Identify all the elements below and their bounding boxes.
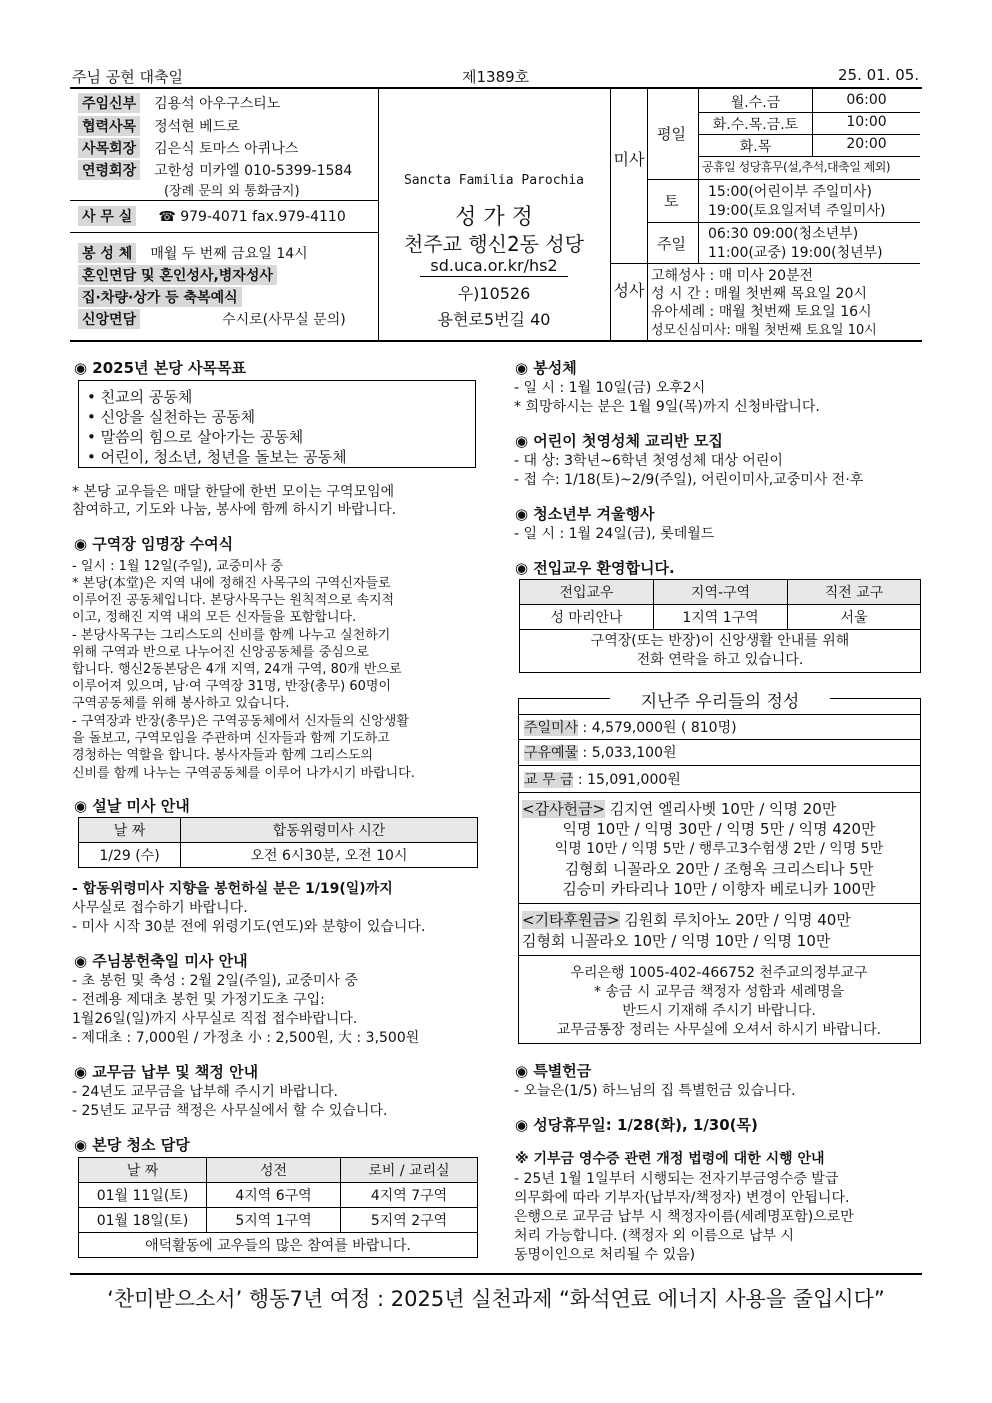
appointment-line: 위해 구역과 반으로 나누어진 신앙공동체를 중심으로: [72, 645, 369, 660]
parish-url[interactable]: sd.uca.or.kr/hs2: [430, 256, 558, 275]
mass-title: 미사: [613, 150, 645, 169]
parish-full-name: 천주교 행신2동 성당: [404, 232, 584, 256]
service-label: 혼인면담 및 혼인성사,병자성사: [78, 265, 277, 285]
receipt-line: 처리 가능합니다. (책정자 외 이름으로 납부 시: [514, 1228, 795, 1244]
epiphany-line: 1월26일(일)까지 사무실로 직접 접수바랍니다.: [72, 1011, 358, 1027]
receipt-line: 동명이인으로 처리될 수 있음): [514, 1247, 696, 1263]
appointment-line: 이고, 정해진 지역 내의 모든 신자들을 포함합니다.: [72, 610, 357, 625]
service-row: [78, 265, 277, 285]
cleaning-title: ◉ 본당 청소 담당: [74, 1136, 190, 1154]
epiphany-line: - 전례용 제대초 봉헌 및 가정기도초 구입:: [72, 992, 325, 1008]
info-row: [78, 160, 352, 180]
sacrament-line: 고해성사 : 매 미사 20분전: [651, 268, 814, 284]
receipt-title: ※ 기부금 영수증 관련 개정 법령에 대한 시행 안내: [515, 1151, 825, 1167]
issue-date: 25. 01. 05.: [838, 66, 920, 84]
issue-number: 제1389호: [462, 68, 530, 86]
phone-icon: ☎: [158, 209, 176, 225]
epiphany-line: - 제대초 : 7,000원 / 가정초 小 : 2,500원, 大 : 3,500원: [72, 1030, 420, 1046]
mass-days: 월.수.금: [730, 95, 781, 111]
table-footer: 애덕활동에 교우들의 많은 참여를 바랍니다.: [79, 1233, 478, 1258]
offering-row: [518, 714, 920, 740]
sunday-mass: 11:00(교중) 19:00(청년부): [708, 245, 883, 261]
other-line: [522, 909, 851, 930]
goal-item: • 말씀의 힘으로 살아가는 공동체: [87, 428, 304, 446]
info-label: 협력사목: [78, 116, 140, 136]
receipt-line: 의무화에 따라 기부자(납부자/책정자) 변경이 안됩니다.: [514, 1190, 850, 1206]
service-value: 수시로(사무실 문의): [222, 312, 346, 328]
offering-row: [518, 740, 920, 766]
table-header: 직전 교구: [788, 580, 921, 605]
lunar-note: - 합동위령미사 지향을 봉헌하실 분은 1/19(일)까지: [72, 881, 393, 897]
saturday-mass: 19:00(토요일저녁 주일미사): [708, 203, 886, 219]
table-cell: 오전 6시30분, 오전 10시: [181, 843, 478, 868]
mass-time: 20:00: [846, 136, 887, 152]
table-cell: 1지역 1구역: [654, 605, 788, 630]
info-label: 주임신부: [78, 93, 140, 113]
receipt-line: 은행으로 교무금 납부 시 책정자이름(세례명포함)으로만: [514, 1209, 854, 1225]
dues-title: ◉ 교무금 납부 및 책정 안내: [74, 1063, 259, 1081]
youth-title: ◉ 청소년부 겨울행사: [515, 505, 655, 523]
appointment-line: 경청하는 역할을 합니다. 봉사자들과 함께 그리스도의: [72, 748, 374, 763]
service-label: 신앙면담: [78, 309, 140, 329]
funeral-note: (장례 문의 외 통화금지): [164, 184, 300, 199]
saturday-mass: 15:00(어린이부 주일미사): [708, 184, 872, 200]
epiphany-line: - 초 봉헌 및 축성 : 2월 2일(주일), 교중미사 중: [72, 973, 358, 989]
table-header: 지역-구역: [654, 580, 788, 605]
appointment-title: ◉ 구역장 임명장 수여식: [74, 535, 234, 553]
service-row: [78, 287, 242, 307]
first-communion-title: ◉ 어린이 첫영성체 교리반 모집: [515, 432, 723, 450]
offering-label: 구유예물: [524, 745, 579, 761]
service-row: [78, 309, 346, 329]
other-text: 김원회 루치아노 20만 / 익명 40만: [619, 911, 851, 929]
appointment-line: - 본당사목구는 그리스도의 신비를 함께 나누고 실천하기: [72, 628, 391, 643]
table-header: 날 짜: [79, 1158, 207, 1183]
saturday-label: 토: [664, 192, 679, 210]
lunar-note: 사무실로 접수하기 바랍니다.: [72, 900, 248, 916]
holiday-title: ◉ 성당휴무일: 1/28(화), 1/30(목): [515, 1116, 758, 1134]
parish-latin: Sancta Familia Parochia: [403, 173, 584, 188]
table-cell: 5지역 2구역: [341, 1208, 478, 1233]
offering-title: 지난주 우리들의 정성: [610, 687, 830, 712]
issue-feast: 주님 공현 대축일: [72, 68, 183, 86]
info-row: [78, 116, 240, 136]
weekday-label: 평일: [657, 125, 686, 143]
welcome-title: ◉ 전입교우 환영합니다.: [515, 559, 675, 577]
table-cell: 5지역 1구역: [207, 1208, 341, 1233]
thanks-line: 익명 10만 / 익명 30만 / 익명 5만 / 익명 420만: [562, 820, 876, 838]
goals-title: ◉ 2025년 본당 사목목표: [74, 359, 246, 377]
info-label: 사목회장: [78, 138, 140, 158]
appointment-line: 합니다. 행신2동본당은 4개 지역, 24개 구역, 80개 반으로: [72, 662, 402, 677]
cleaning-table: [78, 1157, 478, 1258]
lunar-title: ◉ 설날 미사 안내: [74, 797, 190, 815]
bank-line: 반드시 기재해 주시기 바랍니다.: [622, 1003, 816, 1019]
lunar-table: [78, 817, 478, 868]
thanks-line: 김승미 카타리나 10만 / 이향자 베로니카 100만: [562, 880, 876, 898]
info-value: 정석현 베드로: [154, 119, 240, 135]
offering-row: [518, 767, 920, 793]
offering-label: 교 무 금: [524, 772, 574, 788]
service-row: [78, 243, 308, 263]
goals-note: 참여하고, 기도와 나눔, 봉사에 함께 하시기 바랍니다.: [72, 502, 397, 518]
receipt-line: - 25년 1월 1일부터 시행되는 전자기부금영수증 발급: [514, 1171, 839, 1187]
epiphany-title: ◉ 주님봉헌축일 미사 안내: [74, 952, 248, 970]
communion-line: - 일 시 : 1월 10일(금) 오후2시: [514, 380, 706, 396]
office-phone: 979-4071 fax.979-4110: [180, 209, 346, 225]
info-value: 김용석 아우구스티노: [154, 96, 281, 112]
table-cell: 성 마리안나: [520, 605, 654, 630]
parish-address: 용현로5번길 40: [437, 310, 551, 329]
goal-item: • 신앙을 실천하는 공동체: [87, 408, 256, 426]
header-bottom-rule: [70, 340, 922, 342]
appointment-line: - 구역장과 반장(총무)은 구역공동체에서 신자들의 신앙생활: [72, 714, 409, 729]
sacrament-line: 성 시 간 : 매월 첫번째 목요일 20시: [651, 286, 867, 302]
info-row: [78, 93, 280, 113]
offering-value: : 15,091,000원: [573, 772, 681, 788]
dues-line: - 24년도 교무금을 납부해 주시기 바랍니다.: [72, 1084, 338, 1100]
appointment-line: 구역공동체를 위해 봉사하고 있습니다.: [72, 696, 290, 711]
special-title: ◉ 특별헌금: [515, 1062, 592, 1080]
service-label: 봉 성 체: [78, 243, 136, 263]
bank-line: * 송금 시 교무금 책정자 성함과 세례명을: [593, 984, 845, 1000]
first-communion-line: - 대 상: 3학년~6학년 첫영성체 대상 어린이: [514, 453, 783, 469]
thanks-label: <감사헌금>: [522, 800, 606, 818]
sacraments-title: 성사: [613, 281, 645, 300]
table-header: 전입교우: [520, 580, 654, 605]
lunar-note: - 미사 시작 30분 전에 위령기도(연도)와 분향이 있습니다.: [72, 919, 426, 935]
special-line: - 오늘은(1/5) 하느님의 집 특별헌금 있습니다.: [514, 1083, 796, 1099]
appointment-line: 이루어져 있으며, 남·여 구역장 31명, 반장(총무) 60명이: [72, 679, 392, 694]
offering-value: : 4,579,000원 ( 810명): [578, 720, 737, 736]
sacrament-line: 유아세례 : 매월 첫번째 토요일 16시: [651, 304, 872, 320]
top-rule: [70, 87, 922, 89]
parish-postal: 우)10526: [457, 284, 531, 303]
table-cell: 1/29 (수): [79, 843, 181, 868]
welcome-note: 전화 연락을 하고 있습니다.: [636, 652, 804, 668]
dues-line: - 25년도 교무금 책정은 사무실에서 할 수 있습니다.: [72, 1103, 388, 1119]
table-header: 합동위령미사 시간: [181, 818, 478, 843]
info-label: 연령회장: [78, 160, 140, 180]
table-cell: 01월 18일(토): [79, 1208, 207, 1233]
thanks-line: 익명 10만 / 익명 5만 / 행루고3수험생 2만 / 익명 5만: [554, 841, 884, 857]
info-value: 고한성 미카엘 010-5399-1584: [154, 163, 353, 179]
goal-item: • 어린이, 청소년, 청년을 돌보는 공동체: [87, 448, 347, 466]
service-label: 집·차량·상가 등 축복예식: [78, 287, 242, 307]
table-header: 성전: [207, 1158, 341, 1183]
sunday-mass: 06:30 09:00(청소년부): [708, 226, 859, 242]
table-cell: 01월 11일(토): [79, 1183, 207, 1208]
office-row: [78, 206, 346, 226]
youth-line: - 일 시 : 1월 24일(금), 롯데월드: [514, 526, 715, 542]
info-value: 김은식 토마스 아퀴나스: [154, 141, 299, 157]
service-value: 매월 두 번째 금요일 14시: [150, 246, 308, 262]
bank-line: 교무금통장 정리는 사무실에 오셔서 하시기 바랍니다.: [556, 1022, 882, 1038]
appointment-line: 을 돌보고, 구역모임을 주관하며 신자들과 함께 기도하고: [72, 731, 390, 746]
appointment-line: - 일시 : 1월 12일(주일), 교중미사 중: [72, 559, 284, 574]
table-header: 날 짜: [79, 818, 181, 843]
office-label: 사 무 실: [78, 206, 136, 226]
goal-item: • 친교의 공동체: [87, 388, 193, 406]
communion-line: * 희망하시는 분은 1월 9일(목)까지 신청바랍니다.: [514, 399, 820, 415]
appointment-line: 이루어진 공동체입니다. 본당사목구는 원칙적으로 속지적: [72, 593, 395, 608]
welcome-note: 구역장(또는 반장)이 신앙생활 안내를 위해: [590, 633, 850, 649]
goals-note: * 본당 교우들은 매달 한달에 한번 모이는 구역모임에: [72, 484, 395, 500]
communion-title: ◉ 봉성체: [515, 359, 577, 377]
bank-line: 우리은행 1005-402-466752 천주교의정부교구: [570, 965, 868, 981]
goals-box: [78, 380, 476, 468]
info-row: [78, 138, 298, 158]
offering-value: : 5,033,100원: [578, 745, 677, 761]
appointment-line: 신비를 함께 나누는 구역공동체를 이루어 나가시기 바랍니다.: [72, 766, 415, 781]
mass-days: 화.목: [739, 139, 772, 155]
other-line: 김형회 니꼴라오 10만 / 익명 10만 / 익명 10만: [522, 932, 831, 950]
table-cell: 서울: [788, 605, 921, 630]
offering-label: 주일미사: [524, 720, 579, 736]
weekday-note: 공휴일 성당휴무(설,추석,대축일 제외): [702, 160, 891, 174]
thanks-text: 김지연 엘리사벳 10만 / 익명 20만: [605, 800, 837, 818]
thanks-line: [522, 798, 836, 819]
mass-days: 화.수.목.금.토: [712, 117, 799, 133]
table-cell: 4지역 6구역: [207, 1183, 341, 1208]
appointment-line: * 본당(本堂)은 지역 내에 정해진 사목구의 구역신자들로: [72, 576, 391, 591]
mass-time: 10:00: [846, 114, 887, 130]
sacrament-line: 성모신심미사: 매월 첫번째 토요일 10시: [651, 323, 877, 338]
practice-motto: ‘찬미받으소서’ 행동7년 여정 : 2025년 실천과제 “화석연료 에너지 사용을 줄입시다”: [107, 1287, 885, 1311]
first-communion-line: - 접 수: 1/18(토)~2/9(주일), 어린이미사,교중미사 전·후: [514, 472, 864, 488]
table-header: 로비 / 교리실: [341, 1158, 478, 1183]
footer-rule: [70, 1273, 922, 1275]
thanks-line: 김형회 니꼴라오 20만 / 조형옥 크리스티나 5만: [564, 860, 874, 878]
table-cell: 4지역 7구역: [341, 1183, 478, 1208]
other-label: <기타후원금>: [522, 911, 620, 929]
mass-time: 06:00: [846, 92, 887, 108]
parish-name: 성 가 정: [455, 205, 533, 230]
sunday-label: 주일: [657, 235, 686, 253]
welcome-table: [519, 579, 921, 673]
